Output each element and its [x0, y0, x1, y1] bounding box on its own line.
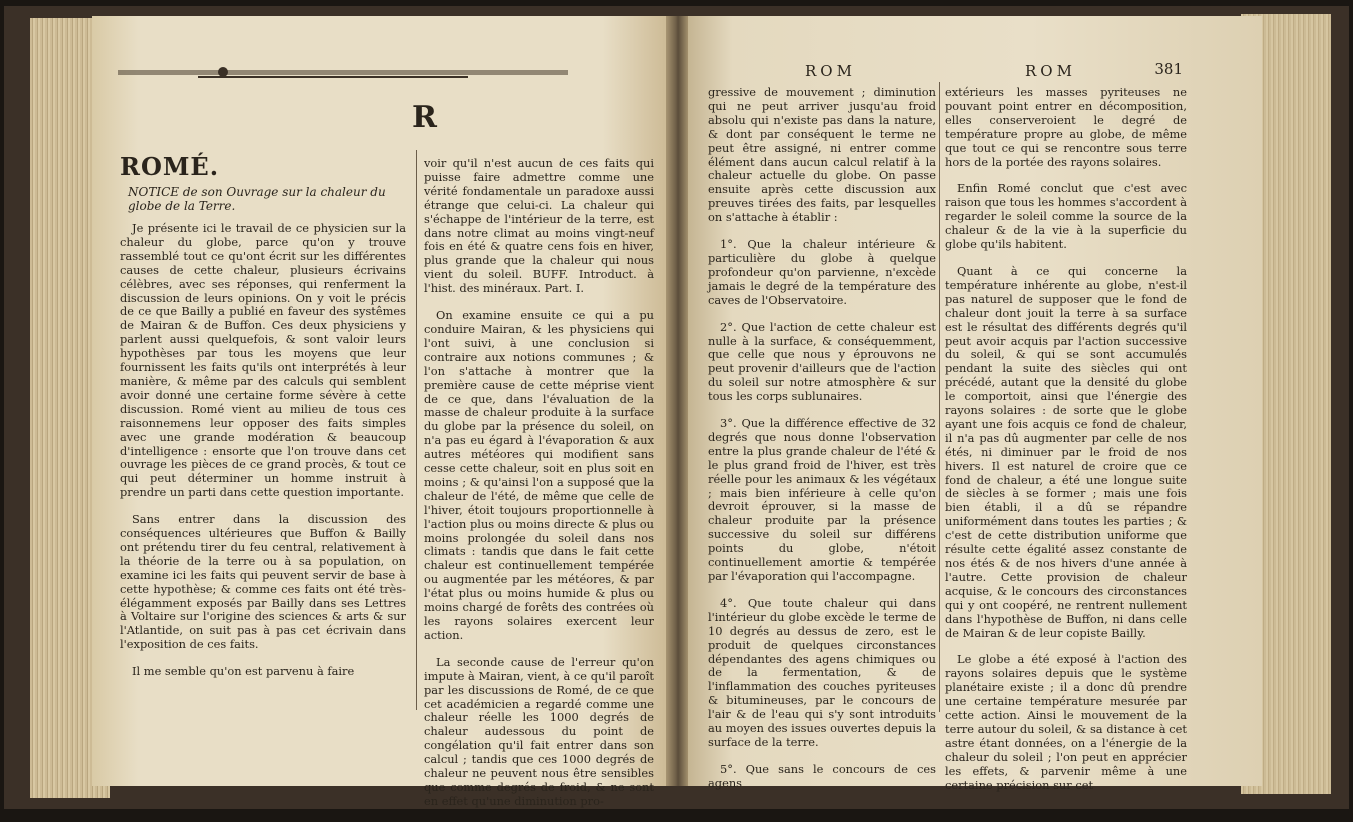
paragraph: 2°. Que l'action de cette chaleur est nulle à la surface, & conséquemment, que celle que nous y éprouvons ne peut provenir d'ailleurs que de l'action du soleil sur notre atmosphère & sur tous les corps sublunaires. — [708, 319, 936, 404]
paragraph: 3°. Que la différence effective de 32 degrés que nous donne l'observation entre la plus grande chaleur de l'été & le plus grand froid de l'hiver, est très réelle pour les animaux & les végétaux ; mais bien inférieure à celle qu'on devroit éprouver, si la masse de chaleur produite par la présence successive du soleil sur différens points du globe, n'étoit continuellement amortie & tempérée par l'évaporation qui l'accompagne. — [708, 416, 936, 583]
notice-heading: NOTICE de son Ouvrage sur la chaleur du globe de la Terre. — [128, 185, 386, 213]
paragraph: Le globe a été exposé à l'action des rayons solaires depuis que le système planétaire existe ; il a donc dû prendre une certaine température mesurée par cette action. Ainsi le mouvement de la terre autour du soleil, & sa distance à cet astre étant données, on a l'énergie de la chaleur du soleil ; l'on peut en apprécier les effets, & parvenir même à une certaine précision sur cet — [945, 652, 1187, 792]
paragraph: 1°. Que la chaleur intérieure & particulière du globe à quelque profondeur qu'on parvienne, n'excède jamais le degré de la température des caves de l'Observatoire. — [708, 237, 936, 307]
column-rule — [416, 150, 417, 710]
running-head-left: ROM — [805, 62, 856, 80]
book-gutter — [666, 16, 688, 786]
paragraph: gressive de mouvement ; diminution qui ne peut arriver jusqu'au froid absolu qui n'existe pas dans la nature, & dont par conséquent le terme ne peut être assigné, ni entrer comme élément dans aucun calcul relatif à la chaleur actuelle du globe. On passe ensuite après cette discussion aux preuves tirées des faits, par lesquelles on s'attache à établir : — [708, 85, 936, 225]
paragraph: Il me semble qu'on est parvenu à faire — [132, 664, 355, 679]
paragraph: On examine ensuite ce qui a pu conduire Mairan, & les physiciens qui l'ont suivi, à une conclusion si contraire aux notions communes ; & l'on s'attache à montrer que la première cause de cette méprise vient de ce que, dans l'évaluation de la masse de chaleur produite à la surface du globe par la présence du soleil, on n'a pas eu égard à l'évaporation & aux autres météores qui modifient sans cesse cette chaleur, soit en plus soit en moins ; & qu'ainsi l'on a supposé que la chaleur de l'été, de même que celle de l'hiver, étoit toujours proportionnelle à l'action plus ou moins directe & plus ou moins prolongée du soleil dans nos climats : tandis que dans le fait cette chaleur est continuellement tempérée ou augmentée par les météores, & par l'état plus ou moins humide & plus ou moins chargé de forêts des contrées où les rayons solaires exercent leur action. — [424, 308, 654, 642]
paragraph: extérieurs les masses pyriteuses ne pouvant point entrer en décomposition, elles conserveroient le degré de température propre au globe, de même que tout ce qui se rencontre sous terre hors de la portée des rayons solaires. — [945, 85, 1187, 169]
paragraph: La seconde cause de l'erreur qu'on impute à Mairan, vient, à ce qu'il paroît par les discussions de Romé, de ce que cet académicien a regardé comme une chaleur réelle les 1000 degrés de chaleur audessous du point de congélation qu'il fait entrer dans son calcul ; tandis que ces 1000 degrés de chaleur ne peuvent nous être sensibles que comme degrés de froid, & ne sont en effet qu'une diminution pro- — [424, 654, 654, 808]
entry-title: ROMÉ. — [120, 152, 220, 181]
right-column-1 — [708, 86, 936, 804]
running-head-right: ROM — [1025, 62, 1076, 80]
ornament-band — [118, 62, 568, 82]
paragraph: Je présente ici le travail de ce physicien sur la chaleur du globe, parce qu'on y trouve rassemblé tout ce qu'ont écrit sur les différentes causes de cette chaleur, plusieurs écrivains célèbres, avec ses réponses, qui renferment la discussion de leurs opinions. On y voit le précis de ce que Bailly a publié en faveur des systêmes de Mairan & de Buffon. Ces deux physiciens y parlent aussi quelquefois, & sont valoir leurs hypothèses par tous les moyens que leur fournissent les faits qu'ils ont interprétés à leur manière, & même par des calculs qui semblent avoir donné une certaine forme sévère à cette discussion. Romé vient au milieu de tous ces raisonnemens leur opposer des faits simples avec une grande modération & beaucoup d'intelligence : ensorte que l'on trouve dans cet ouvrage les pièces de ce grand procès, & tout ce qui peut déterminer un homme instruit à prendre un parti dans cette question importante. — [120, 221, 406, 500]
paragraph: 4°. Que toute chaleur qui dans l'intérieur du globe excède le terme de 10 degrés au dessus de zero, est le produit de quelques circonstances dépendantes des agens chimiques ou de la fermentation, & de l'inflammation des couches pyriteuses & bitumineuses, par le concours de l'air & de l'eau qui s'y sont introduits au moyen des issues ouvertes depuis la surface de la terre. — [708, 595, 936, 749]
left-column-1 — [120, 222, 406, 692]
paragraph: Enfin Romé conclut que c'est avec raison que tous les hommes s'accordent à regarder le soleil comme la source de la chaleur & de la vie à la superficie du globe qu'ils habitent. — [945, 181, 1187, 252]
left-column-2 — [424, 157, 654, 822]
paragraph: Quant à ce qui concerne la température inhérente au globe, n'est-il pas naturel de supposer que le fond de chaleur dont jouit la terre à sa surface est le résultat des différents degrés qu'il peut avoir acquis par l'action successive du soleil, & qui se sont accumulés pendant la suite des siècles qui ont précédé, autant que la densité du globe le comportoit, ainsi que l'énergie des rayons solaires : de sorte que le globe ayant une fois acquis ce fond de chaleur, il n'a pas dû augmenter par celle de nos étés, ni diminuer par le froid de nos hivers. Il est naturel de croire que ce fond de chaleur, a été une longue suite de siècles à se former ; mais une fois bien établi, il a dû se répandre uniformément dans toutes les parties ; & c'est de cette distribution uniforme que résulte cette égalité assez constante de nos étés & de nos hivers d'une année à l'autre. Cette provision de chaleur acquise, & le concours des circonstances qui y ont coopéré, ne rentrent nullement dans l'hypothèse de Buffon, ni dans celle de Mairan & de leur copiste Bailly. — [945, 263, 1187, 640]
paragraph: 5°. Que sans le concours de ces agens — [708, 761, 936, 790]
section-letter: R — [412, 100, 437, 135]
paragraph: voir qu'il n'est aucun de ces faits qui puisse faire admettre comme une vérité fondamentale un paradoxe aussi étrange que celui-ci. La chaleur qui s'échappe de l'intérieur de la terre, est dans notre climat au moins vingt-neuf fois en été & quatre cens fois en hiver, plus grande que la chaleur qui nous vient du soleil. BUFF. Introduct. à l'hist. des minéraux. Part. I. — [424, 156, 654, 296]
page-number: 381 — [1154, 60, 1183, 78]
column-rule — [939, 82, 940, 712]
right-column-2 — [945, 86, 1187, 806]
paragraph: Sans entrer dans la discussion des conséquences ultérieures que Buffon & Bailly ont prétendu tirer du feu central, relativement à la théorie de la terre ou à sa population, on examine ici les faits qui peuvent servir de base à cette hypothèse; & comme ces faits ont été très-élégamment exposés par Bailly dans ses Lettres à Voltaire sur l'origine des sciences & arts & sur l'Atlantide, on suit pas à pas cet écrivain dans l'exposition de ces faits. — [120, 512, 406, 652]
